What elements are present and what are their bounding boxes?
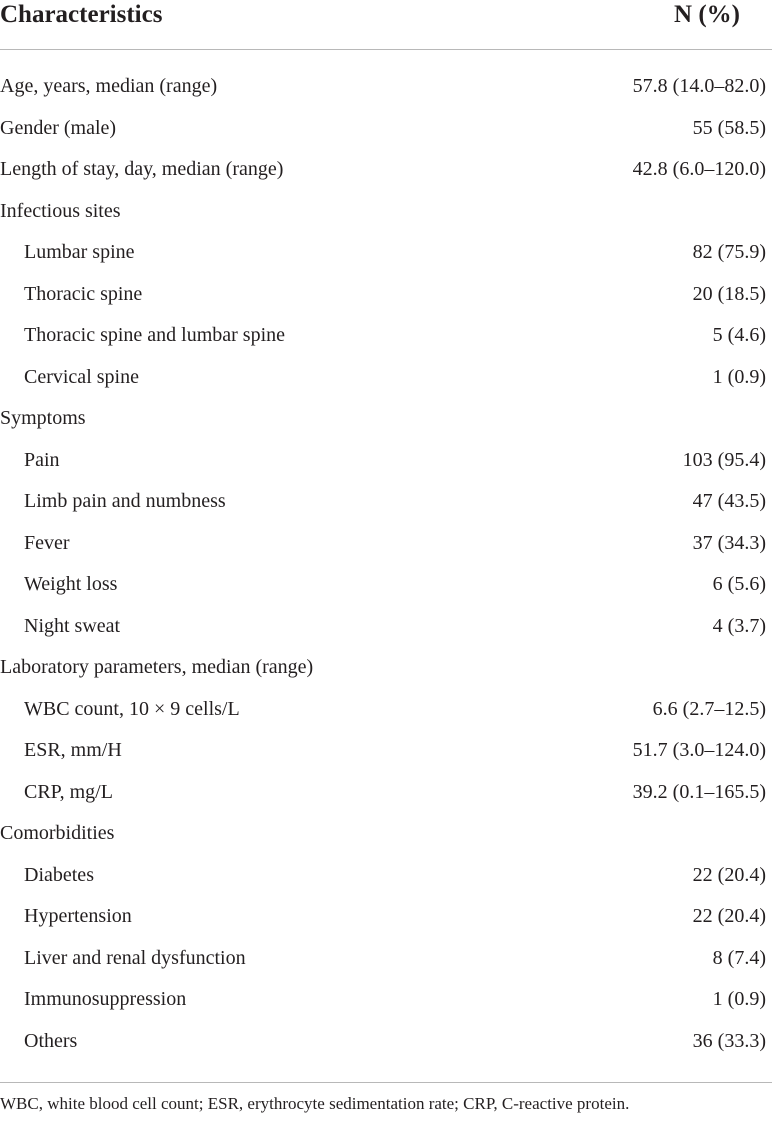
table-row: [0, 149, 772, 191]
row-value: 1 (0.9): [712, 365, 766, 388]
row-label: Lumbar spine: [24, 241, 135, 263]
row-label: Infectious sites: [0, 199, 121, 222]
row-value: 5 (4.6): [712, 324, 766, 346]
table-row: [0, 689, 772, 731]
table-row: [0, 647, 772, 689]
row-label: Fever: [24, 531, 70, 554]
row-label: WBC count, 10 × 9 cells/L: [24, 697, 240, 720]
table-row: [0, 606, 772, 648]
table-header: [0, 0, 772, 50]
row-value: 20 (18.5): [692, 282, 766, 305]
table-row: [0, 398, 772, 440]
row-value: 37 (34.3): [692, 531, 766, 554]
row-label: Diabetes: [24, 863, 94, 886]
row-value: 6.6 (2.7–12.5): [652, 697, 766, 720]
row-label: Others: [24, 1029, 78, 1052]
row-label: Comorbidities: [0, 822, 115, 844]
table-row: [0, 315, 772, 357]
row-label: ESR, mm/H: [24, 739, 122, 761]
row-label: Pain: [24, 448, 60, 471]
table-row: [0, 274, 772, 316]
table-row: [0, 481, 772, 523]
table-bottom-divider: [0, 1082, 772, 1083]
table-row: [0, 855, 772, 897]
row-label: Symptoms: [0, 407, 86, 429]
row-value: 42.8 (6.0–120.0): [632, 158, 766, 180]
row-label: Length of stay, day, median (range): [0, 158, 284, 180]
row-label: Thoracic spine: [24, 282, 143, 305]
row-value: 57.8 (14.0–82.0): [632, 75, 766, 97]
table-body: [0, 66, 772, 1062]
column-header-characteristics: Characteristics: [0, 1, 163, 28]
table-row: [0, 523, 772, 565]
row-value: 47 (43.5): [692, 490, 766, 512]
row-label: Gender (male): [0, 116, 117, 139]
table-row: [0, 1021, 772, 1063]
row-label: Weight loss: [24, 573, 118, 595]
column-header-n-percent: N (%): [674, 1, 740, 28]
table-row: [0, 564, 772, 606]
table-row: [0, 191, 772, 233]
table-footnote: WBC, white blood cell count; ESR, erythrocyte sedimentation rate; CRP, C-reactive protein.: [0, 1094, 630, 1113]
row-label: Hypertension: [24, 905, 132, 927]
table-row: [0, 66, 772, 108]
table-row: [0, 772, 772, 814]
row-label: Cervical spine: [24, 365, 139, 388]
row-value: 55 (58.5): [692, 116, 766, 139]
row-value: 4 (3.7): [712, 614, 766, 637]
row-value: 103 (95.4): [682, 448, 766, 471]
row-label: Laboratory parameters, median (range): [0, 656, 314, 678]
row-value: 39.2 (0.1–165.5): [632, 780, 766, 803]
row-label: Immunosuppression: [24, 988, 187, 1010]
row-value: 51.7 (3.0–124.0): [632, 739, 766, 761]
row-value: 82 (75.9): [692, 241, 766, 263]
table-row: [0, 440, 772, 482]
row-value: 22 (20.4): [692, 863, 766, 886]
table-row: [0, 357, 772, 399]
row-label: Night sweat: [24, 614, 121, 637]
row-label: CRP, mg/L: [24, 780, 113, 803]
row-label: Thoracic spine and lumbar spine: [24, 324, 286, 346]
row-value: 6 (5.6): [712, 573, 766, 595]
row-label: Limb pain and numbness: [24, 490, 226, 512]
row-value: 36 (33.3): [692, 1029, 766, 1052]
row-value: 8 (7.4): [712, 946, 766, 969]
table-row: [0, 938, 772, 980]
row-value: 22 (20.4): [692, 905, 766, 927]
row-value: 1 (0.9): [712, 988, 766, 1010]
table-row: [0, 813, 772, 855]
row-label: Liver and renal dysfunction: [24, 946, 246, 969]
table-row: [0, 108, 772, 150]
table-row: [0, 896, 772, 938]
table-row: [0, 232, 772, 274]
row-label: Age, years, median (range): [0, 75, 218, 97]
table-row: [0, 979, 772, 1021]
table-row: [0, 730, 772, 772]
